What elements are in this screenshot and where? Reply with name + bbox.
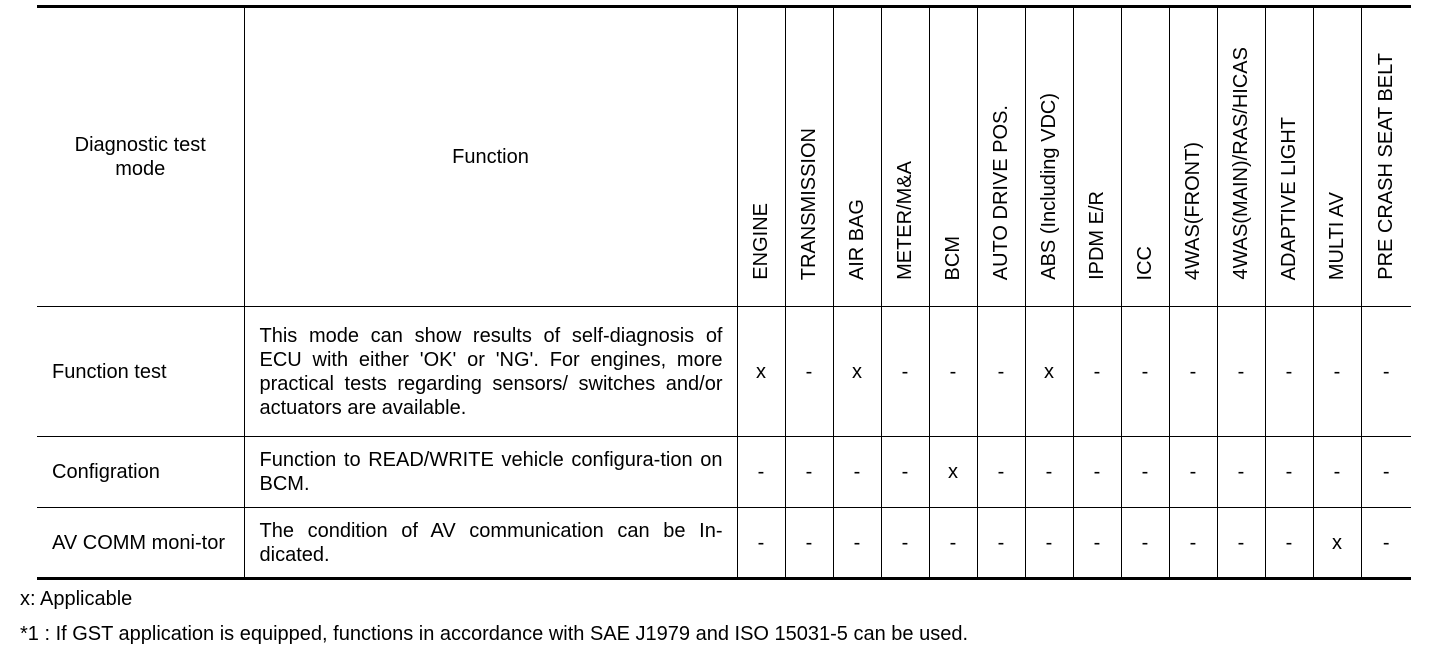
mark-cell: x xyxy=(1313,508,1361,579)
row-function-cell: This mode can show results of self-diagnosis of ECU with either 'OK' or 'NG'. For engines, more practical tests regarding sensors/ switches and/or actuators are available. xyxy=(244,307,737,437)
mark-cell: x xyxy=(737,307,785,437)
mark-cell: - xyxy=(1361,307,1411,437)
mark-cell: - xyxy=(1217,307,1265,437)
header-system-multi-av xyxy=(1313,7,1361,307)
mark-cell: - xyxy=(1265,508,1313,579)
system-label: AIR BAG xyxy=(846,198,868,280)
table-row xyxy=(37,307,1411,437)
system-label: TRANSMISSION xyxy=(798,127,820,280)
mark-cell: - xyxy=(737,437,785,508)
system-label: 4WAS(FRONT) xyxy=(1182,141,1204,280)
mark-cell: - xyxy=(1121,307,1169,437)
mark-cell: - xyxy=(977,508,1025,579)
mark-cell: - xyxy=(785,437,833,508)
mark-cell: - xyxy=(1169,307,1217,437)
table-row xyxy=(37,437,1411,508)
header-function: Function xyxy=(244,7,737,307)
header-mode-label: Diagnostic test mode xyxy=(74,134,206,180)
header-system-transmission xyxy=(785,7,833,307)
row-function-cell: Function to READ/WRITE vehicle configura-tion on BCM. xyxy=(244,437,737,508)
footnote-applicable: x: Applicable xyxy=(20,588,133,610)
system-label: ICC xyxy=(1134,245,1156,280)
mark-cell: - xyxy=(1025,508,1073,579)
row-function-cell: The condition of AV communication can be In-dicated. xyxy=(244,508,737,579)
diagnostic-test-mode-table xyxy=(37,5,1411,580)
header-diagnostic-test-mode xyxy=(37,7,244,307)
mark-cell: - xyxy=(1169,508,1217,579)
system-label: MULTI AV xyxy=(1326,191,1348,280)
header-system-abs xyxy=(1025,7,1073,307)
header-row xyxy=(37,7,1411,307)
footnote-gst: *1 : If GST application is equipped, functions in accordance with SAE J1979 and ISO 15031-5 can be used. xyxy=(20,623,969,645)
system-label: PRE CRASH SEAT BELT xyxy=(1375,53,1398,280)
system-label: ENGINE xyxy=(750,203,772,280)
mark-cell: - xyxy=(1313,437,1361,508)
mark-cell: - xyxy=(1313,307,1361,437)
system-label: IPDM E/R xyxy=(1086,191,1108,280)
mark-cell: - xyxy=(785,307,833,437)
header-system-adaptive-light xyxy=(1265,7,1313,307)
table-row xyxy=(37,508,1411,579)
mark-cell: - xyxy=(737,508,785,579)
mark-cell: - xyxy=(1073,307,1121,437)
mark-cell: - xyxy=(1265,437,1313,508)
table-header xyxy=(37,7,1411,307)
mark-cell: - xyxy=(1217,437,1265,508)
mark-cell: x xyxy=(929,437,977,508)
header-system-air-bag xyxy=(833,7,881,307)
mark-cell: - xyxy=(977,307,1025,437)
table-body xyxy=(37,307,1411,579)
header-system-engine xyxy=(737,7,785,307)
header-system-icc xyxy=(1121,7,1169,307)
row-mode-cell: AV COMM moni-tor xyxy=(37,508,244,579)
mark-cell: - xyxy=(1361,508,1411,579)
system-label: BCM xyxy=(942,235,964,280)
mark-cell: - xyxy=(1265,307,1313,437)
mark-cell: - xyxy=(833,437,881,508)
mark-cell: - xyxy=(1169,437,1217,508)
system-label: AUTO DRIVE POS. xyxy=(990,104,1012,280)
header-system-pre-crash-seat-belt xyxy=(1361,7,1411,307)
row-mode-cell: Function test xyxy=(37,307,244,437)
mark-cell: - xyxy=(929,508,977,579)
mark-cell: - xyxy=(1121,508,1169,579)
mark-cell: - xyxy=(929,307,977,437)
mark-cell: - xyxy=(1121,437,1169,508)
system-label: ABS (Including VDC) xyxy=(1038,93,1060,280)
header-system-auto-drive-pos xyxy=(977,7,1025,307)
mark-cell: - xyxy=(1217,508,1265,579)
mark-cell: - xyxy=(1073,508,1121,579)
mark-cell: - xyxy=(833,508,881,579)
mark-cell: x xyxy=(1025,307,1073,437)
mark-cell: - xyxy=(1073,437,1121,508)
mark-cell: - xyxy=(881,437,929,508)
header-system-meter xyxy=(881,7,929,307)
header-system-bcm xyxy=(929,7,977,307)
system-label: METER/M&A xyxy=(894,161,916,280)
mark-cell: - xyxy=(1025,437,1073,508)
header-system-ipdm xyxy=(1073,7,1121,307)
system-label: 4WAS(MAIN)/RAS/HICAS xyxy=(1230,47,1252,280)
mark-cell: - xyxy=(1361,437,1411,508)
mark-cell: - xyxy=(977,437,1025,508)
system-label: ADAPTIVE LIGHT xyxy=(1278,116,1300,280)
mark-cell: - xyxy=(785,508,833,579)
mark-cell: - xyxy=(881,508,929,579)
header-system-4was-main xyxy=(1217,7,1265,307)
header-system-4was-front xyxy=(1169,7,1217,307)
row-mode-cell: Configration xyxy=(37,437,244,508)
mark-cell: - xyxy=(881,307,929,437)
mark-cell: x xyxy=(833,307,881,437)
